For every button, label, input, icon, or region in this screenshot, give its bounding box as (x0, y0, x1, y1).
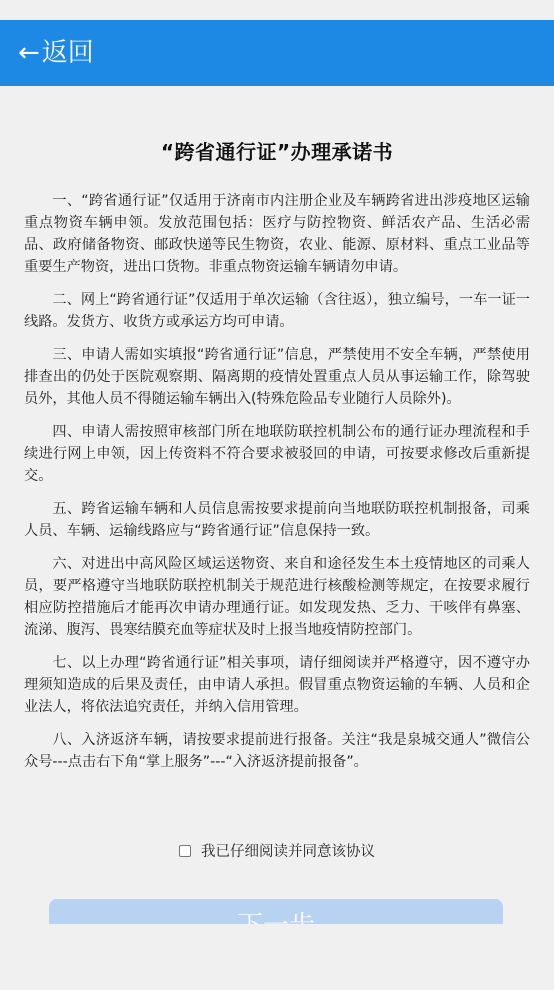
agree-checkbox-row[interactable] (0, 840, 554, 861)
scroll-clip (49, 924, 503, 954)
status-bar (0, 0, 554, 20)
paragraph: 二、网上“跨省通行证”仅适用于单次运输（含往返），独立编号，一车一证一线路。发货方、收货方或承运方均可申请。 (24, 292, 530, 330)
agree-checkbox[interactable] (179, 845, 191, 857)
paragraph: 四、申请人需按照审核部门所在地联防联控机制公布的通行证办理流程和手续进行网上申领，因上传资料不符合要求被驳回的申请，可按要求修改后重新提交。 (24, 424, 530, 484)
back-label: 返回 (41, 38, 94, 68)
back-arrow-icon: ← (18, 38, 40, 68)
agree-label: 我已仔细阅读并同意该协议 (201, 844, 375, 860)
paragraph: 五、跨省运输车辆和人员信息需按要求提前向当地联防联控机制报备，司乘人员、车辆、运输线路应与“跨省通行证”信息保持一致。 (24, 501, 530, 539)
app-bar (0, 20, 554, 86)
paragraph: 六、对进出中高风险区域运送物资、来自和途径发生本土疫情地区的司乘人员，要严格遵守当地联防联控机制关于规范进行核酸检测等规定，在按要求履行相应防控措施后才能再次申请办理通行证。如发现发热、乏力、干咳伴有鼻塞、流涕、腹泻、畏寒结膜充血等症状及时上报当地疫情防控部门。 (24, 556, 530, 638)
paragraph: 七、以上办理“跨省通行证”相关事项，请仔细阅读并严格遵守，因不遵守办理须知造成的后果及责任，由申请人承担。假冒重点物资运输的车辆、人员和企业法人，将依法追究责任，并纳入信用管理。 (24, 655, 530, 715)
paragraph: 八、入济返济车辆，请按要求提前进行报备。关注“我是泉城交通人”微信公众号---点击右下角“掌上服务”---“入济返济提前报备”。 (24, 732, 530, 770)
paragraph: 一、“跨省通行证”仅适用于济南市内注册企业及车辆跨省进出涉疫地区运输重点物资车辆申领。发放范围包括：医疗与防控物资、鲜活农产品、生活必需品、政府储备物资、邮政快递等民生物资，农业、能源、原材料、重点工业品等重要生产物资，进出口货物。非重点物资运输车辆请勿申请。 (24, 193, 530, 275)
agreement-paragraphs (24, 190, 530, 784)
page-title: “跨省通行证”办理承诺书 (160, 140, 394, 164)
paragraph: 三、申请人需如实填报“跨省通行证”信息，严禁使用不安全车辆，严禁使用排查出的仍处于医院观察期、隔离期的疫情处置重点人员从事运输工作，除驾驶员外，其他人员不得随运输车辆出入(特殊危险品专业随行人员除外)。 (24, 347, 530, 407)
back-button[interactable] (0, 20, 94, 86)
agreement-content[interactable] (0, 86, 554, 990)
